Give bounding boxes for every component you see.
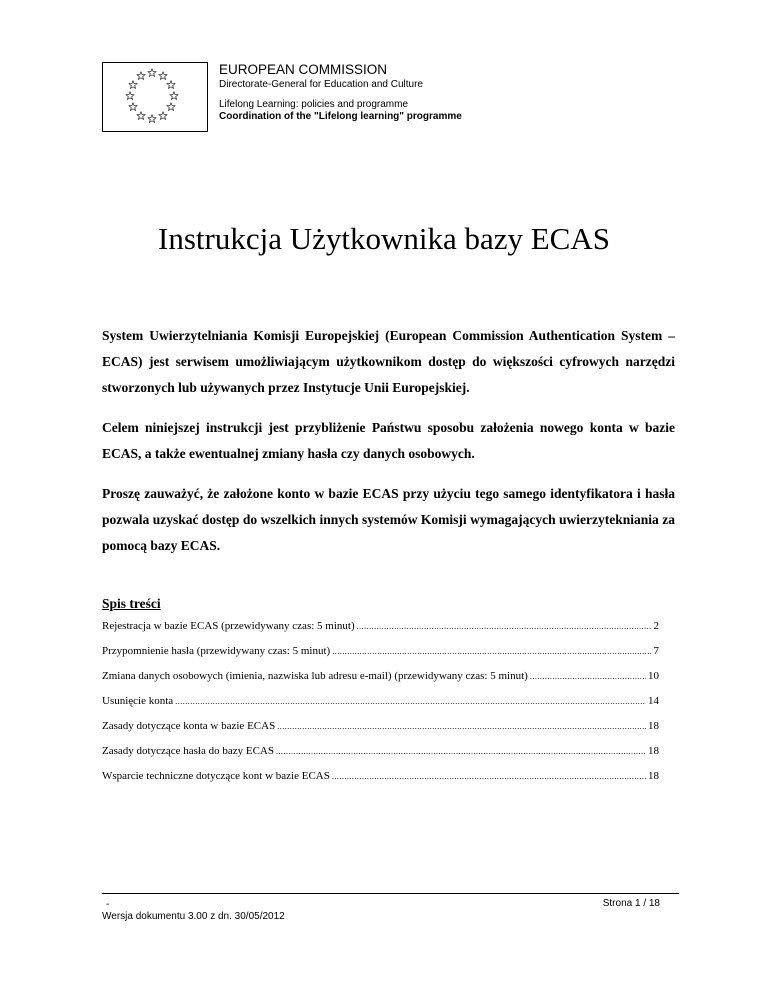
intro-paragraph-3: Proszę zauważyć, że założone konto w bazie ECAS przy użyciu tego samego identyfikatora i hasła pozwala uzyskać dostęp do wszelkich innych systemów Komisji wymagających uwierzytekniania za pomocą bazy ECAS. xyxy=(102,486,675,553)
footer-divider xyxy=(102,893,679,894)
toc-entry-page: 7 xyxy=(653,645,659,657)
intro-section xyxy=(102,323,675,573)
toc-entry[interactable] xyxy=(102,719,659,734)
toc-dot-leader xyxy=(332,645,651,659)
footer-page-number: Strona 1 / 18 xyxy=(602,898,660,909)
toc-entry-page: 18 xyxy=(648,745,659,757)
toc-entry[interactable] xyxy=(102,644,659,659)
toc-entry[interactable] xyxy=(102,744,659,759)
eu-flag-logo xyxy=(102,62,208,132)
toc-entry-text: Wsparcie techniczne dotyczące kont w bazie ECAS xyxy=(102,770,330,782)
toc-entry-page: 2 xyxy=(653,620,659,632)
intro-paragraph-2: Celem niniejszej instrukcji jest przybliżenie Państwu sposobu założenia nowego konta w bazie ECAS, a także ewentualnej zmiany hasła czy danych osobowych. xyxy=(102,420,675,461)
toc-heading: Spis treści xyxy=(102,596,161,611)
toc-dot-leader xyxy=(357,620,652,634)
organization-name: EUROPEAN COMMISSION xyxy=(219,62,388,77)
toc-dot-leader xyxy=(277,720,646,734)
toc-dot-leader xyxy=(332,770,646,784)
eu-stars-icon xyxy=(103,63,207,131)
toc-entry-text: Rejestracja w bazie ECAS (przewidywany czas: 5 minut) xyxy=(102,620,355,632)
toc-dot-leader xyxy=(530,670,646,684)
toc-dot-leader xyxy=(175,695,646,709)
directorate-name: Directorate-General for Education and Culture xyxy=(219,79,423,90)
toc-entry-page: 10 xyxy=(648,670,659,682)
toc-entry[interactable] xyxy=(102,694,659,709)
toc-dot-leader xyxy=(276,745,646,759)
toc-entry[interactable] xyxy=(102,669,659,684)
toc-entry-page: 18 xyxy=(648,720,659,732)
document-title: Instrukcja Użytkownika bazy ECAS xyxy=(158,221,610,256)
toc-entry-text: Zasady dotyczące hasła do bazy ECAS xyxy=(102,745,274,757)
intro-paragraph-1: System Uwierzytelniania Komisji Europejskiej (European Commission Authentication System – ECAS) jest serwisem umożliwiającym użytkownikom dostęp do większości cyfrowych narzędzi stworzonych lub używanych przez Instytucje Unii Europejskiej. xyxy=(102,328,675,395)
footer-dash: - xyxy=(106,899,110,910)
toc-entry-text: Zmiana danych osobowych (imienia, nazwiska lub adresu e-mail) (przewidywany czas: 5 minut) xyxy=(102,670,528,682)
toc-entry-page: 14 xyxy=(648,695,659,707)
toc-entry-page: 18 xyxy=(648,770,659,782)
toc-entry-text: Przypomnienie hasła (przewidywany czas: 5 minut) xyxy=(102,645,331,657)
unit-name: Lifelong Learning: policies and programme xyxy=(219,99,409,110)
table-of-contents xyxy=(102,595,659,794)
footer-version-block xyxy=(102,899,285,923)
toc-entry[interactable] xyxy=(102,619,659,634)
coordination-name: Coordination of the "Lifelong learning" programme xyxy=(219,111,462,122)
toc-entry-text: Usunięcie konta xyxy=(102,695,174,707)
toc-entry-text: Zasady dotyczące konta w bazie ECAS xyxy=(102,720,276,732)
footer-version: Wersja dokumentu 3.00 z dn. 30/05/2012 xyxy=(102,911,285,922)
toc-entry[interactable] xyxy=(102,769,659,784)
header-block xyxy=(219,62,462,123)
